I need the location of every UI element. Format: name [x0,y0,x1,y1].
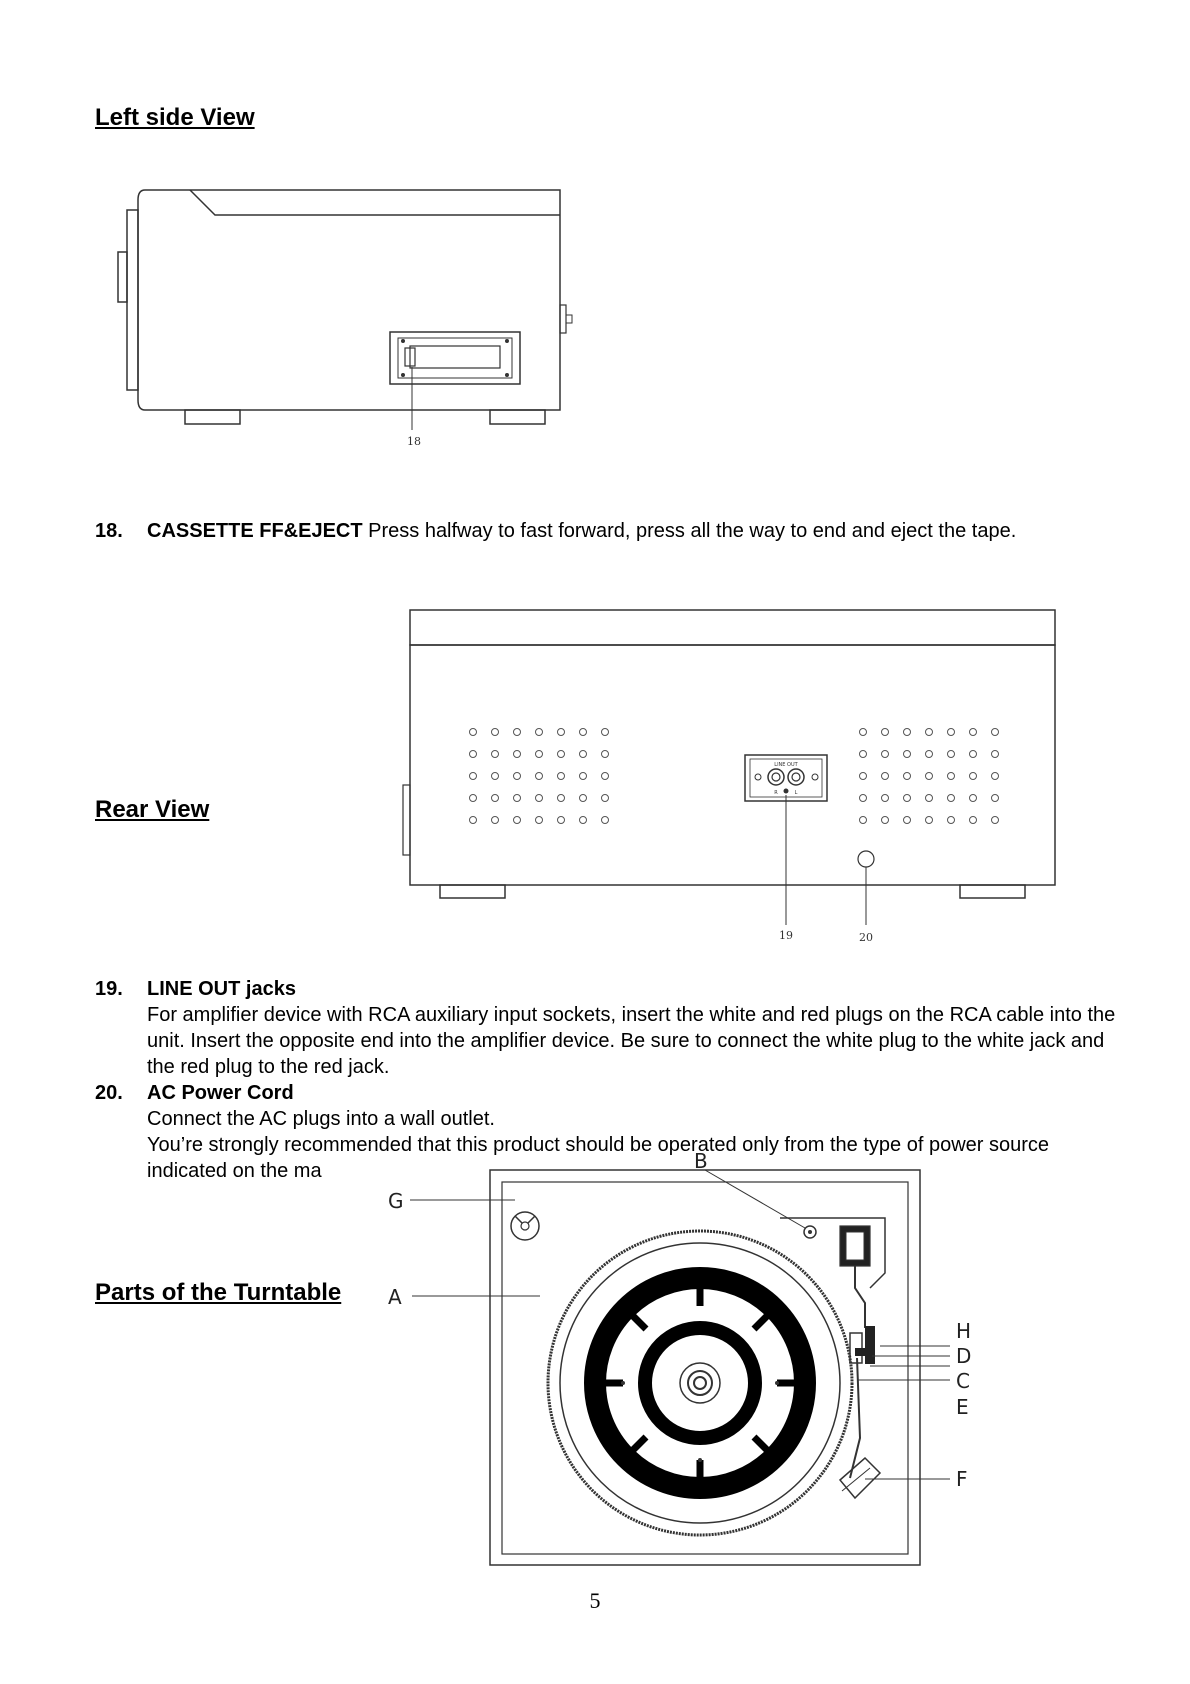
rear-view-figure [395,605,1075,945]
item-19 [95,976,1125,1080]
turntable-figure [388,1149,980,1578]
speaker-grille-right [860,729,999,824]
turntable-label-d: D [956,1344,972,1368]
item-18-text: Press halfway to fast forward, press all the way to end and eject the tape. [362,520,1017,542]
item-20-title: AC Power Cord [147,1082,294,1104]
svg-text:R: R [774,790,778,796]
callout-18: 18 [407,435,421,448]
turntable-label-e: E [956,1395,969,1419]
page-number: 5 [589,1588,601,1613]
heading-rear-view: Rear View [95,796,210,823]
turntable-label-a: A [388,1285,402,1309]
item-19-text: For amplifier device with RCA auxiliary input sockets, insert the white and red plugs on the RCA cable into the unit. Insert the opposite end into the amplifier device. Be sure to connect the white plug to the white jack and the red plug to the red jack. [147,1004,1116,1078]
item-18-number: 18. [95,520,123,542]
svg-text:L: L [794,790,798,796]
item-19-title: LINE OUT jacks [147,978,296,1000]
turntable-label-b: B [694,1149,708,1173]
turntable-label-g: G [388,1189,404,1213]
item-20-number: 20. [95,1082,123,1104]
ac-cord-outlet [858,851,874,867]
turntable-label-h: H [956,1319,972,1343]
turntable-label-c: C [956,1369,970,1393]
left-side-view-figure [110,180,590,450]
callout-19: 19 [779,929,793,942]
line-out-panel [745,755,827,801]
item-19-number: 19. [95,978,123,1000]
item-18-title: CASSETTE FF&EJECT [147,520,363,542]
turntable-label-f: F [956,1467,968,1491]
heading-parts-turntable: Parts of the Turntable [95,1279,342,1306]
heading-left-side-view: Left side View [95,104,255,131]
item-18 [95,518,1125,544]
speaker-grille-left [470,729,609,824]
item-20-line1: Connect the AC plugs into a wall outlet. [147,1108,495,1130]
svg-text:LINE OUT: LINE OUT [774,762,798,768]
callout-20: 20 [859,931,873,944]
item-20-line2: You’re strongly recommended that this product should be operated only from the type of power source indicated on the ma [147,1134,1050,1182]
